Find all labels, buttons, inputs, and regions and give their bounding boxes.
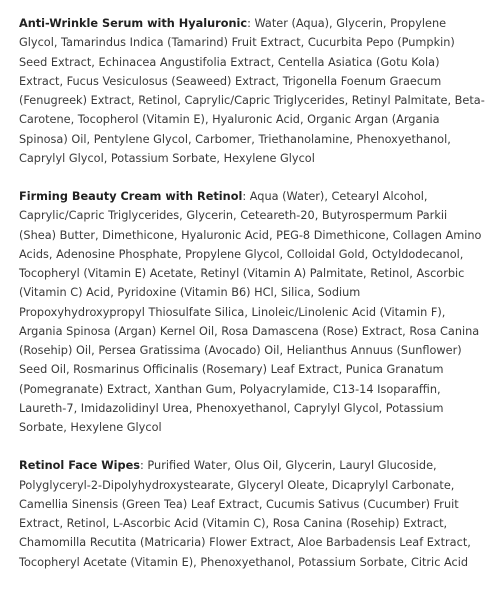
ingredient-section-serum [19,14,485,168]
ingredient-list: : Water (Aqua), Glycerin, Propylene Glycol, Tamarindus Indica (Tamarind) Fruit Extract, Cucurbita Pepo (Pumpkin) Seed Extract, Echinacea Angustifolia Extract, Centella Asiatica (Gotu Kola) Extract, Fucus Vesiculosus (Seaweed) Extract, Trigonella Foenum Graecum (Fenugreek) Extract, Retinol, Caprylic/Capric Triglycerides, Retinyl Palmitate, Beta-Carotene, Tocopherol (Vitamin E), Hyaluronic Acid, Organic Argan (Argania Spinosa) Oil, Pentylene Glycol, Carbomer, Triethanolamine, Phenoxyethanol, Caprylyl Glycol, Potassium Sorbate, Hexylene Glycol [19,17,485,165]
product-title: Firming Beauty Cream with Retinol [19,190,243,203]
ingredient-section-wipes [19,456,485,572]
ingredients-document [19,14,485,591]
product-title: Retinol Face Wipes [19,459,141,473]
ingredient-list: : Purified Water, Olus Oil, Glycerin, Lauryl Glucoside, Polyglyceryl-2-Dipolyhydroxystearate, Glyceryl Oleate, Dicaprylyl Carbonate, Camellia Sinensis (Green Tea) Leaf Extract, Cucumis Sativus (Cucumber) Fruit Extract, Retinol, L-Ascorbic Acid (Vitamin C), Rosa Canina (Rosehip) Extract, Chamomilla Recutita (Matricaria) Flower Extract, Aloe Barbadensis Leaf Extract, Tocopheryl Acetate (Vitamin E), Phenoxyethanol, Potassium Sorbate, Citric Acid [19,459,471,569]
ingredient-section-cream [19,187,485,437]
product-title: Anti-Wrinkle Serum with Hyaluronic [19,17,248,30]
ingredient-list: : Aqua (Water), Cetearyl Alcohol, Caprylic/Capric Triglycerides, Glycerin, Ceteareth-20, Butyrospermum Parkii (Shea) Butter, Dimethicone, Hyaluronic Acid, PEG-8 Dimethicone, Collagen Amino Acids, Adenosine Phosphate, Propylene Glycol, Colloidal Gold, Octyldodecanol, Tocopheryl (Vitamin E) Acetate, Retinyl (Vitamin A) Palmitate, Retinol, Ascorbic (Vitamin C) Acid, Pyridoxine (Vitamin B6) HCl, Silica, Sodium Propoxyhydroxypropyl Thiosulfate Silica, Linoleic/Linolenic Acid (Vitamin F), Argania Spinosa (Argan) Kernel Oil, Rosa Damascena (Rose) Extract, Rosa Canina (Rosehip) Oil, Persea Gratissima (Avocado) Oil, Helianthus Annuus (Sunflower) Seed Oil, Rosmarinus Officinalis (Rosemary) Leaf Extract, Punica Granatum (Pomegranate) Extract, Xanthan Gum, Polyacrylamide, C13-14 Isoparaffin, Laureth-7, Imidazolidinyl Urea, Phenoxyethanol, Caprylyl Glycol, Potassium Sorbate, Hexylene Glycol [19,190,482,434]
